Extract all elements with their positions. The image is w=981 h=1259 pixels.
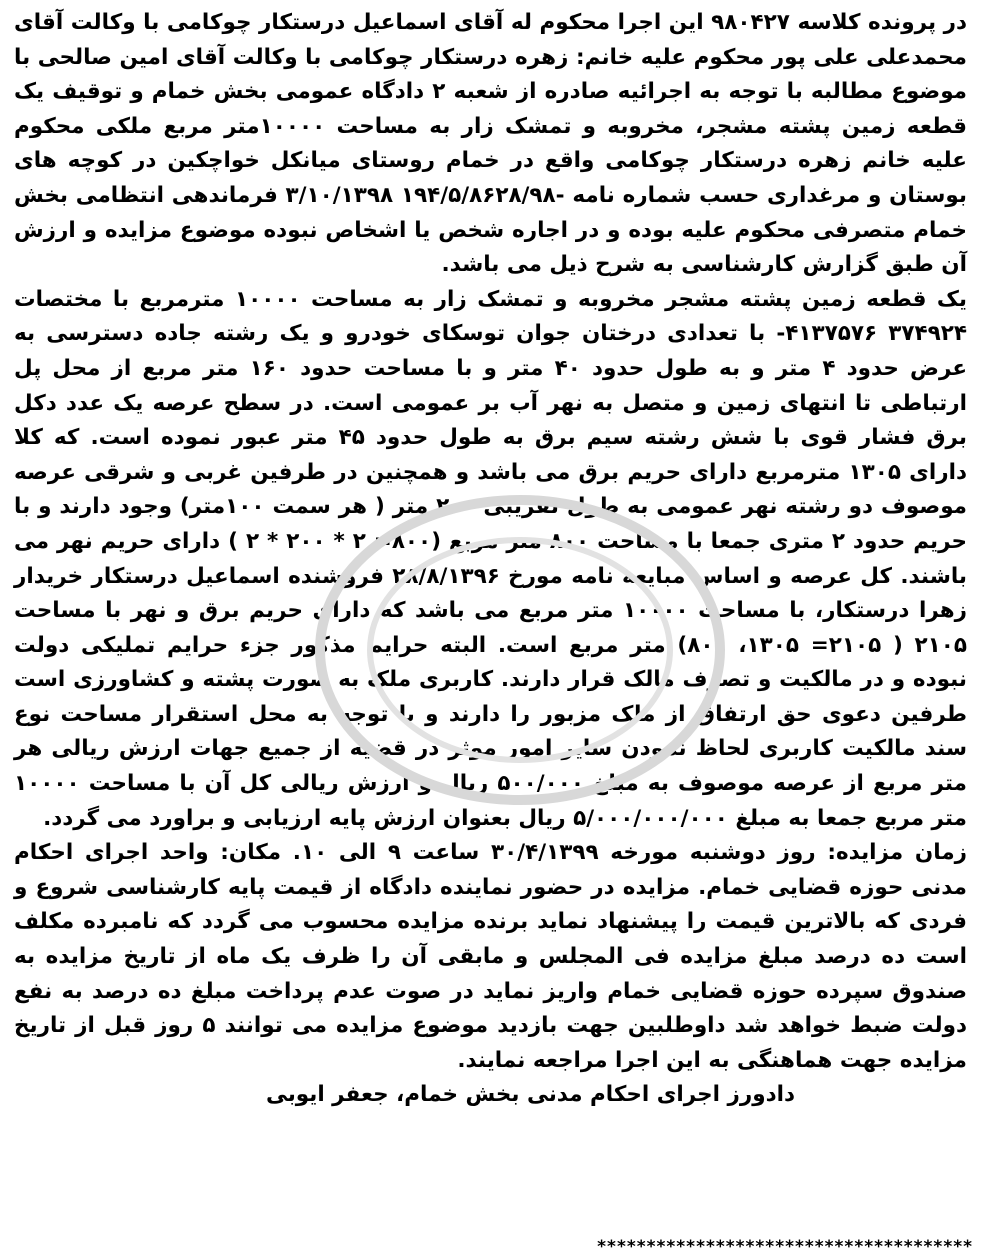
footer-divider-stars: ************************************** <box>597 1237 973 1257</box>
property-description-paragraph: یک قطعه زمین پشته مشجر مخروبه و تمشک زار به مساحت ۱۰۰۰۰ مترمربع با مختصات ۳۷۴۹۲۴ ۴۱۳۷۵۷۶- با تعدادی درختان جوان توسکای خودرو و یک رشته جاده دسترسی به عرض حدود ۴ متر و به طول حدود ۴۰ متر و با مساحت حدود ۱۶۰ متر مربع از محل پل ارتباطی تا انتهای زمین و متصل به نهر آب بر عمومی است. در سطح عرصه یک عدد دکل برق فشار قوی با شش رشته سیم برق به طول حدود ۴۵ متر عبور نموده است. که کلا دارای ۱۳۰۵ مترمربع دارای حریم برق می باشد و همچنین در طرفین غربی و شرقی عرصه موصوف دو رشته نهر عمومی به طول تقریبی ۲۰۰ متر ( هر سمت ۱۰۰متر) وجود دارند و با حریم حدود ۲ متری جمعا با مساحت ۸۰۰ متر مربع (۸۰۰= ۲ * ۲۰۰ * ۲ ) دارای حریم نهر می باشند. کل عرصه و اساس مبایعه نامه مورخ ۲۸/۸/۱۳۹۶ فروشنده اسماعیل درستکار خریدار زهرا درستکار، با مساحت ۱۰۰۰۰ متر مربع می باشد که دارای حریم برق و نهر با مساحت ۲۱۰۵ ( ۲۱۰۵= ۱۳۰۵، ۸۰۰) متر مربع است. البته حرایم مذکور جزء حرایم تملیکی دولت نبوده و در مالکیت و تصرف مالک قرار دارند. کاربری ملک به صورت پشته و کشاورزی است طرفین دعوی حق ارتفاق از ملک مزبور را دارند و با توجه به محل استقرار مساحت نوع سند مالکیت کاربری لحاظ نمودن سایر امور موثر در قضیه از جمیع جهات ارزش ریالی هر متر مربع از عرصه موصوف به مبلغ ۵۰۰/۰۰۰ ریال و ارزش ریالی کل آن با مساحت ۱۰۰۰۰ متر مربع جمعا به مبلغ ۵/۰۰۰/۰۰۰/۰۰۰ ریال بعنوان ارزش پایه ارزیابی و براورد می گردد. <box>14 286 968 831</box>
case-intro-paragraph: در پرونده کلاسه ۹۸۰۴۲۷ این اجرا محکوم له آقای اسماعیل درستکار چوکامی با وکالت آقای محمدعلی علی پور محکوم علیه خانم: زهره درستکار چوکامی با وکالت آقای امین صالحی با موضوع مطالبه با توجه به اجرائیه صادره از شعبه ۲ دادگاه عمومی بخش خمام و توقیف یک قطعه زمین پشته مشجر، مخروبه و تمشک زار به مساحت ۱۰۰۰۰متر مربع ملکی محکوم علیه خانم زهره درستکار چوکامی واقع در خمام روستای میانکل خواچکین در کوچه های بوستان و مرغداری حسب شماره نامه -۱۹۴/۵/۸۶۲۸/۹۸ ۳/۱۰/۱۳۹۸ فرماندهی انتظامی بخش خمام متصرفی محکوم علیه بوده و در اجاره شخص یا اشخاص نبوده موضوع مزایده و ارزش آن طبق گزارش کارشناسی به شرح ذیل می باشد. <box>14 10 967 278</box>
signature-line: دادورز اجرای احکام مدنی بخش خمام، جعفر ایوبی <box>265 1082 796 1108</box>
auction-terms-paragraph: زمان مزایده: روز دوشنبه مورخه ۳۰/۴/۱۳۹۹ ساعت ۹ الی ۱۰. مکان: واحد اجرای احکام مدنی حوزه قضایی خمام. مزایده در حضور نماینده دادگاه از قیمت پایه کارشناسی شروع و فردی که بالاترین قیمت را پیشنهاد نماید برنده مزایده محسوب می گردد که نامبرده مکلف است ده درصد مبلغ مزایده فی المجلس و مابقی آن را ظرف یک ماه از تاریخ مزایده به صندوق سپرده حوزه قضایی خمام واریز نماید در صوت عدم پرداخت مبلغ ده درصد به نفع دولت ضبط خواهد شد داوطلبین جهت بازدید موضوع مزایده می توانند ۵ روز قبل از تاریخ مزایده جهت هماهنگی به این اجرا مراجعه نمایند. <box>14 840 968 1073</box>
